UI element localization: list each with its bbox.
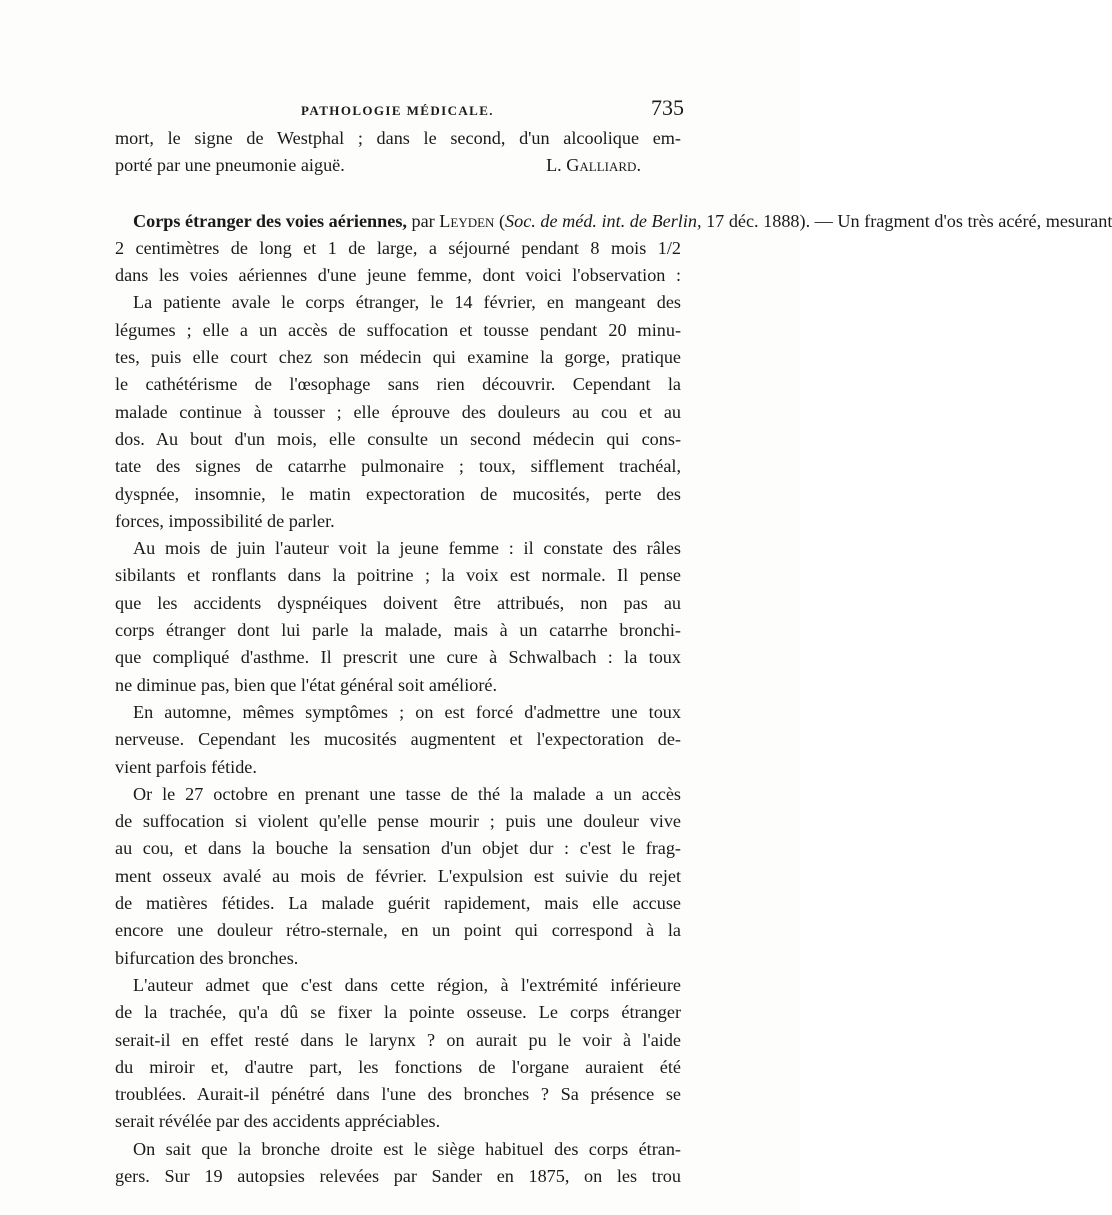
citation-open: ( <box>494 210 506 231</box>
text-line: dos. Au bout d'un mois, elle consulte un second médecin qui cons- <box>115 428 681 449</box>
running-title: PATHOLOGIE MÉDICALE. <box>301 103 494 118</box>
article-author: Leyden <box>439 210 495 231</box>
text-line: ment osseux avalé au mois de février. L'expulsion est suivie du rejet <box>115 865 681 886</box>
text-line: serait-il en effet resté dans le larynx ? on aurait pu le voir à l'aide <box>115 1029 681 1050</box>
text-line: ne diminue pas, bien que l'état général soit amélioré. <box>115 674 498 695</box>
page-number: 735 <box>651 95 684 120</box>
text-line: troublées. Aurait-il pénétré dans l'une des bronches ? Sa présence se <box>115 1084 681 1105</box>
article-title: Corps étranger des voies aériennes, <box>133 210 407 231</box>
text-line: mort, le signe de Westphal ; dans le second, d'un alcoolique em- <box>115 128 681 148</box>
text-line: légumes ; elle a un accès de suffocation et tousse pendant 20 minu- <box>115 319 681 340</box>
text-line: de matières fétides. La malade guérit rapidement, mais elle accuse <box>115 893 681 914</box>
text-line: tes, puis elle court chez son médecin qui examine la gorge, pratique <box>115 347 681 368</box>
text-line: L'auteur admet que c'est dans cette région, à l'extrémité inférieure <box>133 974 681 995</box>
by-word: par <box>406 210 440 231</box>
text-line: de la trachée, qu'a dû se fixer la pointe osseuse. Le corps étranger <box>115 1002 681 1023</box>
text-line: Au mois de juin l'auteur voit la jeune femme : il constate des râles <box>133 538 681 559</box>
text-line: corps étranger dont lui parle la malade, mais à un catarrhe bronchi- <box>115 620 681 641</box>
text-line: On sait que la bronche droite est le siège habituel des corps étran- <box>133 1138 681 1159</box>
section-gap <box>115 180 681 208</box>
running-head <box>115 95 684 125</box>
text-line: serait révélée par des accidents appréciables. <box>115 1111 441 1132</box>
text-line: La patiente avale le corps étranger, le 14 février, en mangeant des <box>133 292 681 313</box>
text-line: dyspnée, insomnie, le matin expectoration de mucosités, perte des <box>115 483 681 504</box>
text-line: En automne, mêmes symptômes ; on est forcé d'admettre une toux <box>133 701 681 722</box>
article-heading-line <box>115 208 1112 235</box>
text-line: nerveuse. Cependant les mucosités augmentent et l'expectoration de- <box>115 729 681 750</box>
text-line: sibilants et ronflants dans la poitrine ; la voix est normale. Il pense <box>115 565 681 586</box>
text-line: bifurcation des bronches. <box>115 947 299 968</box>
text-line: tate des signes de catarrhe pulmonaire ; toux, sifflement trachéal, <box>115 456 681 477</box>
text-line: du miroir et, d'autre part, les fonctions de l'organe auraient été <box>115 1056 681 1077</box>
text-line: que compliqué d'asthme. Il prescrit une cure à Schwalbach : la toux <box>115 647 681 668</box>
text-line: le cathétérisme de l'œsophage sans rien découvrir. Cependant la <box>115 374 681 395</box>
text-line: que les accidents dyspnéiques doivent être attribués, non pas au <box>115 592 681 613</box>
text-line: forces, impossibilité de parler. <box>115 510 335 531</box>
text-line: vient parfois fétide. <box>115 756 257 777</box>
article-source: Soc. de méd. int. de Berlin, <box>505 210 702 231</box>
signature-line <box>115 152 681 179</box>
text-line: porté par une pneumonie aiguë. <box>115 155 345 176</box>
text-line: gers. Sur 19 autopsies relevées par Sander en 1875, on les trou <box>115 1165 681 1186</box>
text-line: dans les voies aériennes d'une jeune femme, dont voici l'observation : <box>115 265 681 286</box>
author-signature: L. Galliard. <box>546 155 641 176</box>
text-line: 2 centimètres de long et 1 de large, a séjourné pendant 8 mois 1/2 <box>115 237 681 258</box>
text-line: au cou, et dans la bouche la sensation d'un objet dur : c'est le frag- <box>115 838 681 859</box>
text-line: de suffocation si violent qu'elle pense mourir ; puis une douleur vive <box>115 811 681 832</box>
text-line: Or le 27 octobre en prenant une tasse de thé la malade a un accès <box>133 783 681 804</box>
article-source-rest: 17 déc. 1888). — Un fragment d'os très acéré, mesurant <box>701 210 1112 231</box>
body-text <box>115 125 1112 1190</box>
text-line: malade continue à tousser ; elle éprouve des douleurs au cou et au <box>115 401 681 422</box>
text-line: encore une douleur rétro-sternale, en un point qui correspond à la <box>115 920 681 941</box>
